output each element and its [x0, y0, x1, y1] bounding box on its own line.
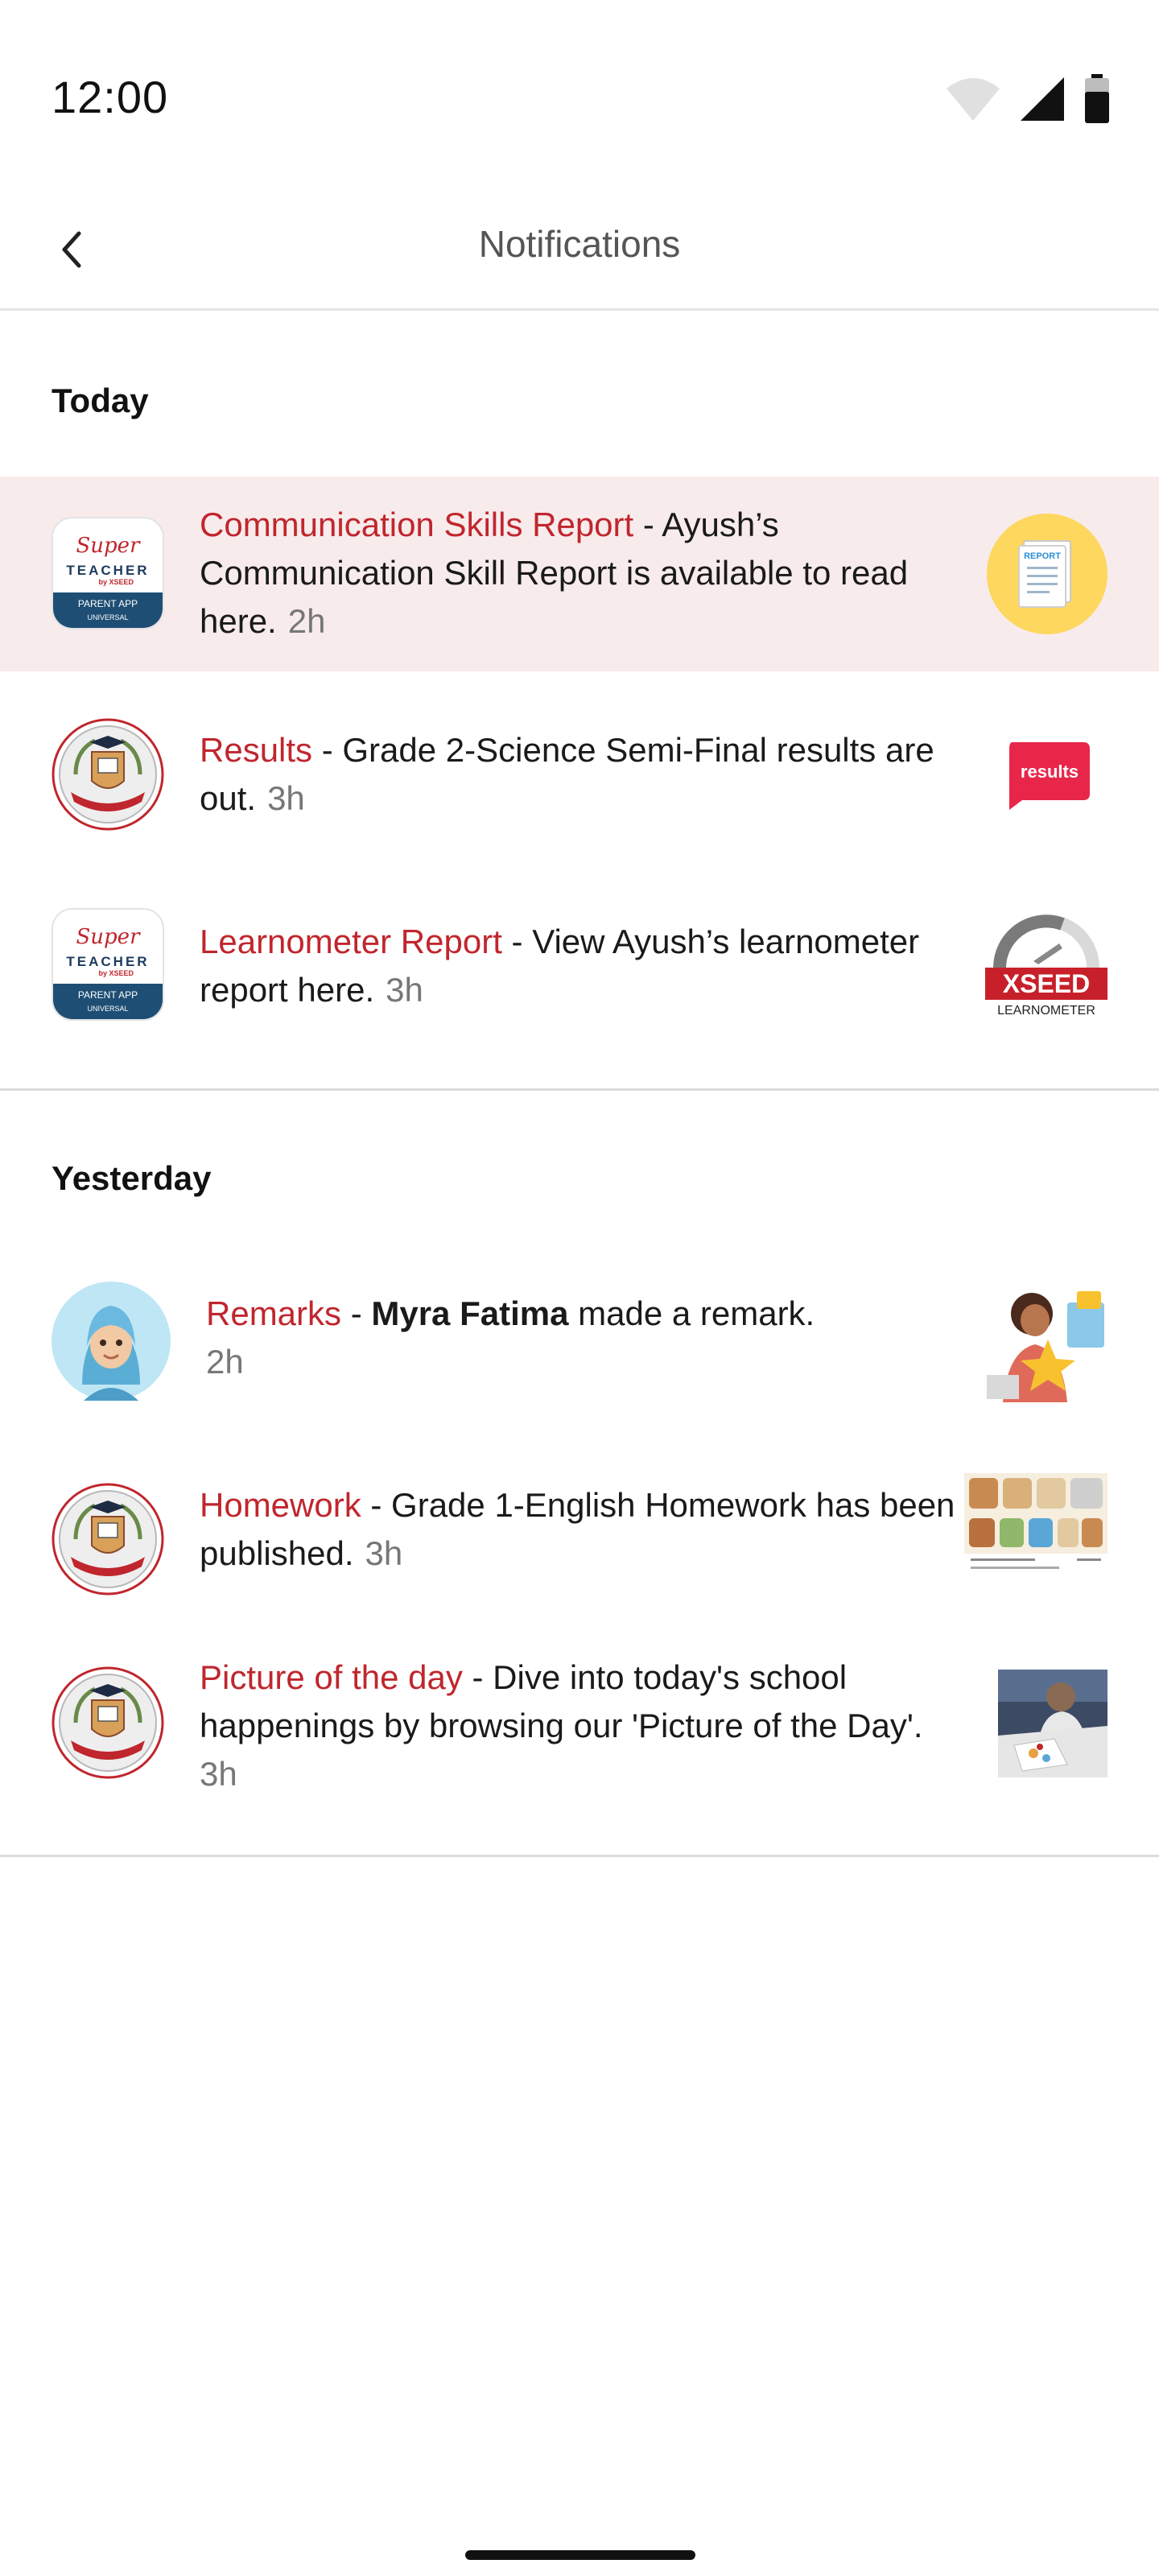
picture-of-day-thumbnail [998, 1670, 1107, 1781]
super-teacher-app-icon [52, 517, 164, 630]
notification-item[interactable] [0, 886, 1159, 1046]
notification-body: - Ayush’s Communication Skill Report is available to read here. [200, 506, 909, 640]
wifi-icon [945, 76, 1001, 122]
notification-time: 3h [200, 1755, 237, 1793]
notification-time: 3h [386, 971, 423, 1009]
notification-title: Communication Skills Report [200, 506, 634, 543]
notification-body: - View Ayush’s learnometer report here. [200, 923, 920, 1009]
notification-body: - Grade 2-Science Semi-Final results are out. [200, 731, 934, 817]
svg-text:Super: Super [76, 925, 140, 949]
notification-time: 2h [206, 1343, 244, 1381]
status-time: 12:00 [52, 72, 169, 122]
notification-title: Results [200, 731, 313, 769]
school-crest-icon [52, 1666, 164, 1779]
app-bar [0, 185, 1159, 311]
school-crest-icon [52, 718, 164, 831]
page-title: Notifications [478, 223, 681, 265]
svg-text:by XSEED: by XSEED [98, 969, 134, 977]
notification-item[interactable] [0, 692, 1159, 853]
svg-text:LEARNOMETER: LEARNOMETER [997, 1004, 1095, 1018]
notification-text [200, 918, 972, 1014]
home-indicator[interactable] [465, 2550, 695, 2560]
xseed-learnometer-icon [982, 911, 1111, 1028]
teacher-avatar-icon [52, 1282, 171, 1401]
notification-text: Remarks - Myra Fatima made a remark. 2h [206, 1290, 979, 1386]
status-icons [945, 74, 1111, 124]
svg-text:by XSEED: by XSEED [98, 578, 134, 586]
remark-illustration-icon [984, 1282, 1107, 1406]
notification-title: Homework [200, 1486, 361, 1524]
notification-title: Picture of the day [200, 1658, 463, 1696]
results-badge-icon [1006, 742, 1090, 814]
notification-text [200, 726, 972, 823]
status-bar [0, 0, 1159, 177]
notification-time: 3h [365, 1534, 403, 1572]
report-document-icon [987, 514, 1107, 638]
svg-text:results: results [1020, 762, 1079, 782]
svg-text:XSEED: XSEED [1002, 969, 1091, 998]
notification-time: 3h [267, 779, 305, 817]
svg-text:PARENT APP: PARENT APP [77, 989, 138, 1001]
notification-item[interactable] [0, 477, 1159, 671]
notification-item[interactable] [0, 1264, 1159, 1433]
section-divider [0, 1088, 1159, 1091]
cellular-signal-icon [1019, 76, 1066, 122]
svg-text:PARENT APP: PARENT APP [77, 598, 138, 609]
notification-title: Learnometer Report [200, 923, 502, 960]
svg-text:UNIVERSAL: UNIVERSAL [87, 613, 129, 621]
notification-body: - Grade 1-English Homework has been published. [200, 1486, 955, 1572]
notification-text [200, 1653, 972, 1798]
notification-item[interactable] [0, 1642, 1159, 1835]
notification-item[interactable] [0, 1457, 1159, 1626]
svg-text:TEACHER: TEACHER [66, 563, 150, 578]
notification-body: - Dive into today's school happenings by browsing our 'Picture of the Day'. [200, 1658, 923, 1744]
svg-text:REPORT: REPORT [1024, 551, 1061, 561]
svg-text:TEACHER: TEACHER [66, 954, 150, 969]
svg-text:UNIVERSAL: UNIVERSAL [87, 1005, 129, 1013]
battery-icon [1083, 74, 1111, 124]
section-header-today: Today [52, 382, 149, 419]
super-teacher-app-icon [52, 908, 164, 1021]
list-end-divider [0, 1855, 1159, 1857]
notification-sender: Myra Fatima [371, 1294, 569, 1332]
notification-text [200, 1481, 972, 1578]
svg-text:Super: Super [76, 534, 140, 558]
homework-alphabet-thumbnail [964, 1473, 1107, 1580]
section-header-yesterday: Yesterday [52, 1159, 212, 1197]
notification-time: 2h [287, 602, 326, 640]
notification-body: made a remark. [568, 1294, 815, 1332]
notification-text [200, 501, 972, 646]
notification-title: Remarks [206, 1294, 342, 1332]
school-crest-icon [52, 1483, 164, 1596]
